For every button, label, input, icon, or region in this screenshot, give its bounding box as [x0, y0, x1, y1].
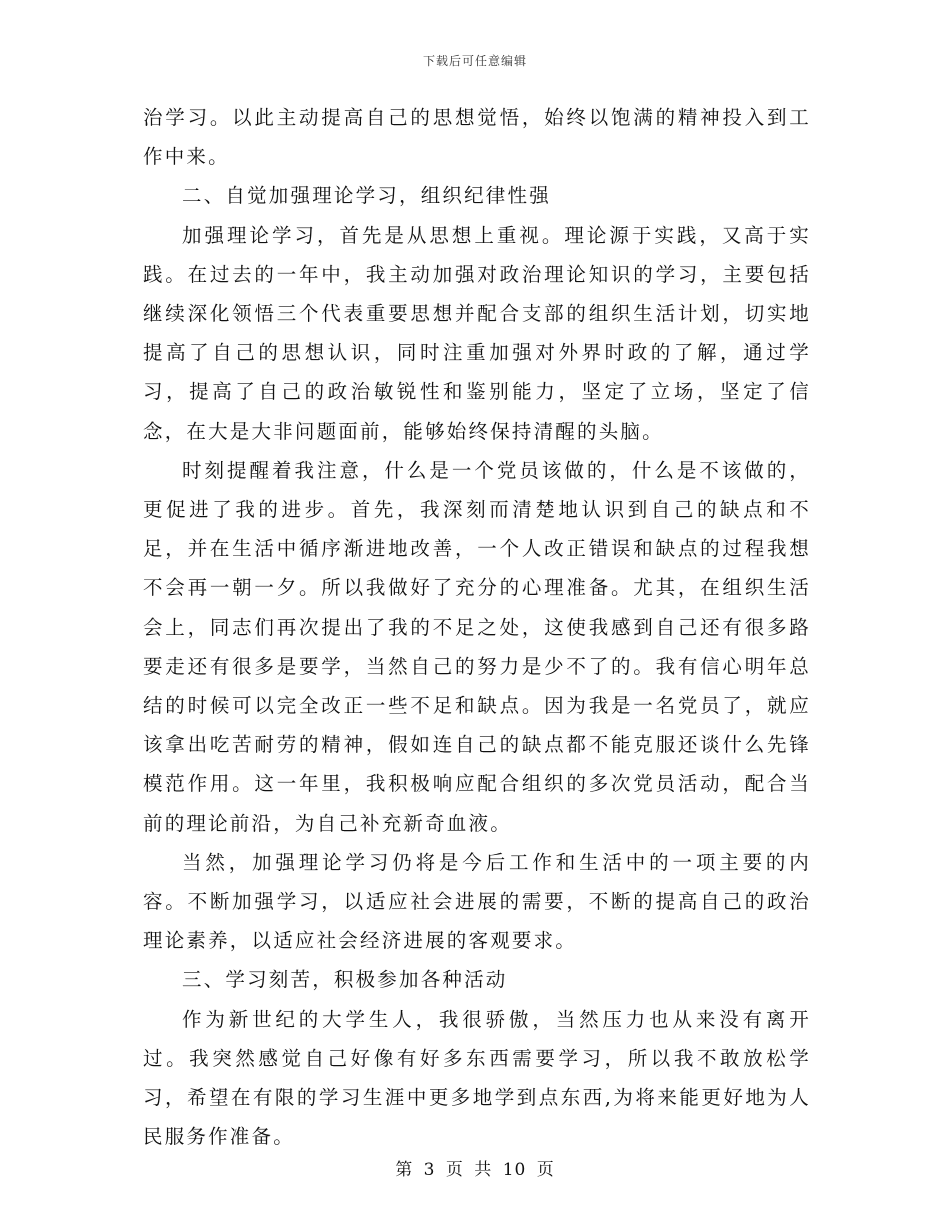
page-number-footer: 第 3 页 共 10 页	[395, 1160, 555, 1180]
paragraph-continued-study: 当然，加强理论学习仍将是今后工作和生活中的一项主要的内容。不断加强学习，以适应社会进展的需要，不断的提高自己的政治理论素养，以适应社会经济进展的客观要求。	[143, 850, 811, 953]
section-heading-2: 二、自觉加强理论学习，组织纪律性强	[182, 184, 551, 208]
paragraph-theory-study: 加强理论学习，首先是从思想上重视。理论源于实践，又高于实践。在过去的一年中，我主动加强对政治理论知识的学习，主要包括继续深化领悟三个代表重要思想并配合支部的组织生活计划，切实地提高了自己的思想认识，同时注重加强对外界时政的了解，通过学习，提高了自己的政治敏锐性和鉴别能力，坚定了立场，坚定了信念，在大是大非问题面前，能够始终保持清醒的头脑。	[143, 223, 811, 443]
paragraph-university-student: 作为新世纪的大学生人，我很骄傲，当然压力也从来没有离开过。我突然感觉自己好像有好多东西需要学习，所以我不敢放松学习，希望在有限的学习生涯中更多地学到点东西,为将来能更好地为人民服务作准备。	[143, 1007, 811, 1149]
document-body	[143, 98, 811, 1156]
page-header: 下载后可任意编辑	[422, 54, 527, 68]
paragraph-continuation: 治学习。以此主动提高自己的思想觉悟，始终以饱满的精神投入到工作中来。	[143, 106, 811, 169]
section-heading-3: 三、学习刻苦，积极参加各种活动	[182, 968, 508, 992]
paragraph-self-reflection: 时刻提醒着我注意，什么是一个党员该做的，什么是不该做的，更促进了我的进步。首先，我深刻而清楚地认识到自己的缺点和不足，并在生活中循序渐进地改善，一个人改正错误和缺点的过程我想不会再一朝一夕。所以我做好了充分的心理准备。尤其，在组织生活会上，同志们再次提出了我的不足之处，这使我感到自己还有很多路要走还有很多是要学，当然自己的努力是少不了的。我有信心明年总结的时候可以完全改正一些不足和缺点。因为我是一名党员了，就应该拿出吃苦耐劳的精神，假如连自己的缺点都不能克服还谈什么先锋模范作用。这一年里，我积极响应配合组织的多次党员活动，配合当前的理论前沿，为自己补充新奇血液。	[143, 458, 811, 835]
